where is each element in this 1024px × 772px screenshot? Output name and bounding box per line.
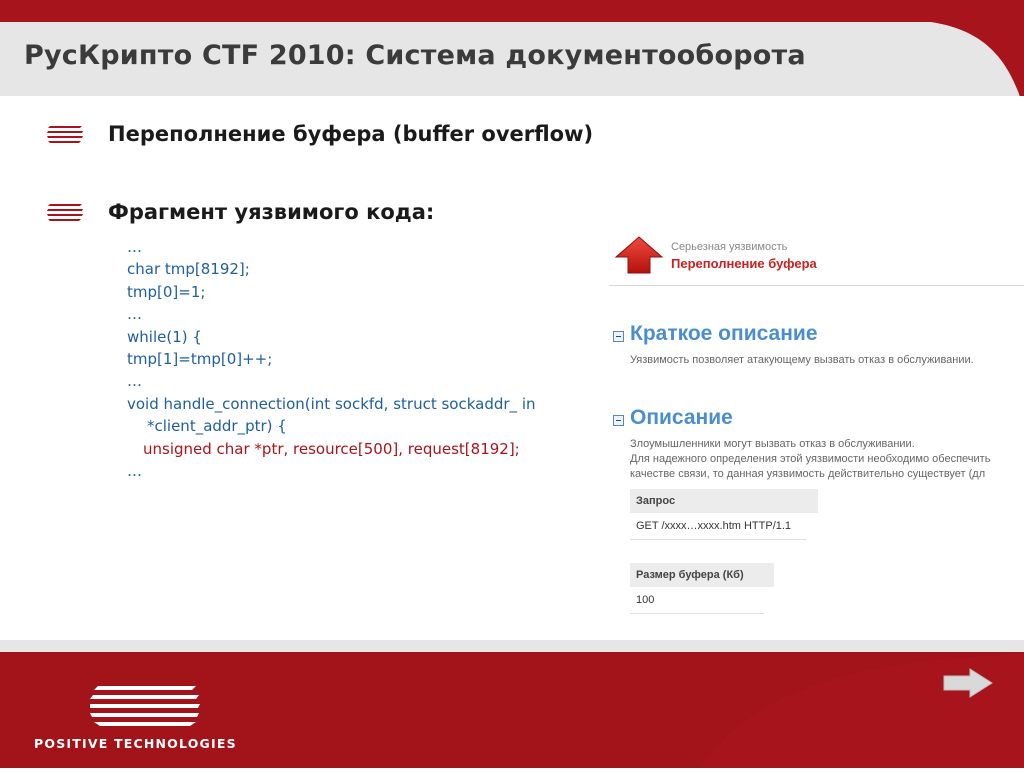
code-line-function-signature: void handle_connection(int sockfd, struct sockaddr_ in *client_addr_ptr) { bbox=[127, 394, 536, 436]
section-text-line: Для надежного определения этой уязвимости необходимо обеспечить bbox=[630, 453, 991, 465]
section-text-line: качестве связи, то данная уязвимость действительно существует (дл bbox=[630, 468, 986, 480]
code-line: char tmp[8192]; bbox=[127, 260, 250, 279]
section-title: Описание bbox=[630, 406, 733, 429]
buffer-size-header: Размер буфера (Кб) bbox=[630, 563, 774, 587]
section-text: Уязвимость позволяет атакующему вызвать отказ в обслуживании. bbox=[630, 354, 974, 366]
bullet-text: Переполнение буфера (buffer overflow) bbox=[108, 122, 594, 146]
request-value: GET /xxxx…xxxx.htm HTTP/1.1 bbox=[630, 513, 806, 540]
code-line-highlighted: unsigned char *ptr, resource[500], request[8192]; bbox=[143, 439, 520, 458]
code-line: tmp[0]=1; bbox=[127, 282, 206, 301]
section-title: Краткое описание bbox=[630, 322, 818, 345]
code-line: tmp[1]=tmp[0]++; bbox=[127, 350, 273, 369]
collapse-toggle-icon[interactable] bbox=[613, 331, 624, 342]
code-line: … bbox=[127, 305, 142, 324]
code-line: … bbox=[127, 372, 142, 391]
stripes-bullet-icon bbox=[46, 202, 84, 224]
vulnerability-report-panel bbox=[609, 229, 1024, 619]
request-header: Запрос bbox=[630, 489, 818, 513]
code-fragment bbox=[127, 236, 607, 482]
buffer-size-value: 100 bbox=[630, 587, 764, 614]
code-line: while(1) { bbox=[127, 327, 202, 346]
collapse-toggle-icon[interactable] bbox=[613, 415, 624, 426]
bullet-vulnerable-code bbox=[46, 200, 435, 224]
brand-name: POSITIVE TECHNOLOGIES bbox=[34, 736, 237, 751]
arrow-up-severity-icon bbox=[614, 235, 664, 275]
bullet-buffer-overflow bbox=[46, 122, 594, 146]
buffer-size-table bbox=[630, 563, 774, 614]
arrow-right-icon[interactable] bbox=[942, 667, 994, 699]
stripes-bullet-icon bbox=[46, 124, 84, 146]
section-text-line: Злоумышленники могут вызвать отказ в обслуживании. bbox=[630, 438, 915, 450]
code-line: … bbox=[127, 238, 142, 256]
code-line: … bbox=[127, 462, 142, 481]
slide-title: РусКрипто CTF 2010: Система документооборота bbox=[24, 40, 806, 71]
severity-header bbox=[609, 229, 1024, 286]
severity-title: Переполнение буфера bbox=[671, 256, 817, 271]
severity-caption: Серьезная уязвимость bbox=[671, 241, 788, 253]
positive-technologies-logo-icon bbox=[86, 684, 206, 732]
request-table bbox=[630, 489, 818, 540]
bullet-text: Фрагмент уязвимого кода: bbox=[108, 200, 435, 224]
